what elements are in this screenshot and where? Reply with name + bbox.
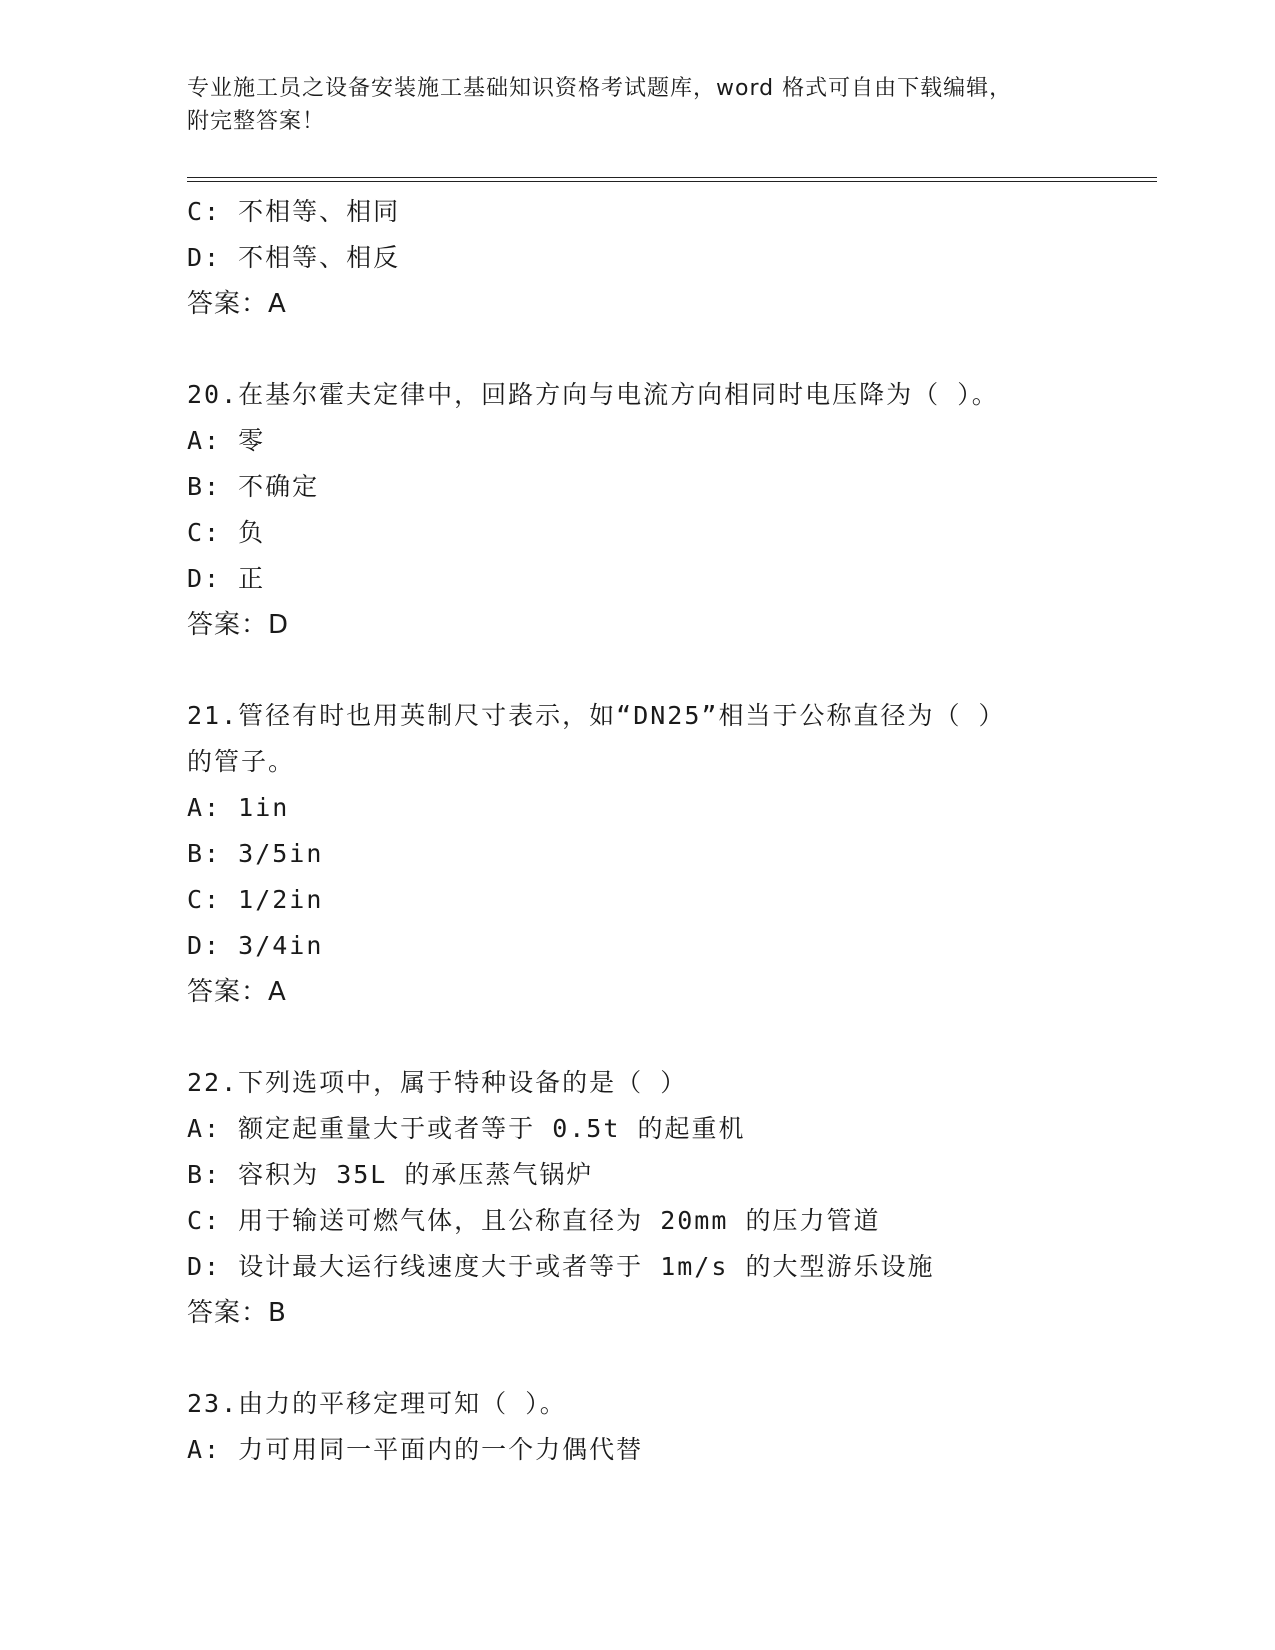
page-header xyxy=(187,72,1087,138)
question-list xyxy=(187,189,1157,1473)
answer: 答案：A xyxy=(187,289,287,319)
answer: 答案：D xyxy=(187,610,290,640)
option-a: A: 额定起重量大于或者等于 0.5t 的起重机 xyxy=(187,1114,746,1143)
option-d: D: 正 xyxy=(187,564,266,593)
option-d: D: 设计最大运行线速度大于或者等于 1m/s 的大型游乐设施 xyxy=(187,1252,935,1281)
option-c: C: 用于输送可燃气体，且公称直径为 20mm 的压力管道 xyxy=(187,1206,881,1235)
question-stem-continued: 的管子。 xyxy=(187,747,296,776)
question-23 xyxy=(187,1381,1157,1473)
option-b: B: 容积为 35L 的承压蒸气锅炉 xyxy=(187,1160,594,1189)
option-b: B: 不确定 xyxy=(187,472,320,501)
question-stem: 23.由力的平移定理可知（ ）。 xyxy=(187,1389,567,1418)
option-a: A: 零 xyxy=(187,426,266,455)
header-line-1: 专业施工员之设备安装施工基础知识资格考试题库，word 格式可自由下载编辑， xyxy=(187,76,1013,101)
question-19-tail xyxy=(187,189,1157,327)
header-line-2: 附完整答案！ xyxy=(187,109,326,134)
option-c: C: 不相等、相同 xyxy=(187,197,401,226)
option-c: C: 1/2in xyxy=(187,885,324,914)
option-d: D: 3/4in xyxy=(187,931,324,960)
question-stem: 22.下列选项中，属于特种设备的是（ ） xyxy=(187,1068,688,1097)
option-a: A: 1in xyxy=(187,793,290,822)
question-20 xyxy=(187,372,1157,648)
option-d: D: 不相等、相反 xyxy=(187,243,401,272)
header-divider xyxy=(187,177,1157,182)
question-22 xyxy=(187,1060,1157,1336)
answer: 答案：A xyxy=(187,977,287,1007)
option-c: C: 负 xyxy=(187,518,266,547)
question-stem: 21.管径有时也用英制尺寸表示，如“DN25”相当于公称直径为（ ） xyxy=(187,701,1006,730)
option-a: A: 力可用同一平面内的一个力偶代替 xyxy=(187,1435,644,1464)
question-21 xyxy=(187,693,1157,1015)
question-stem: 20.在基尔霍夫定律中，回路方向与电流方向相同时电压降为（ ）。 xyxy=(187,380,999,409)
option-b: B: 3/5in xyxy=(187,839,324,868)
answer: 答案：B xyxy=(187,1298,287,1328)
